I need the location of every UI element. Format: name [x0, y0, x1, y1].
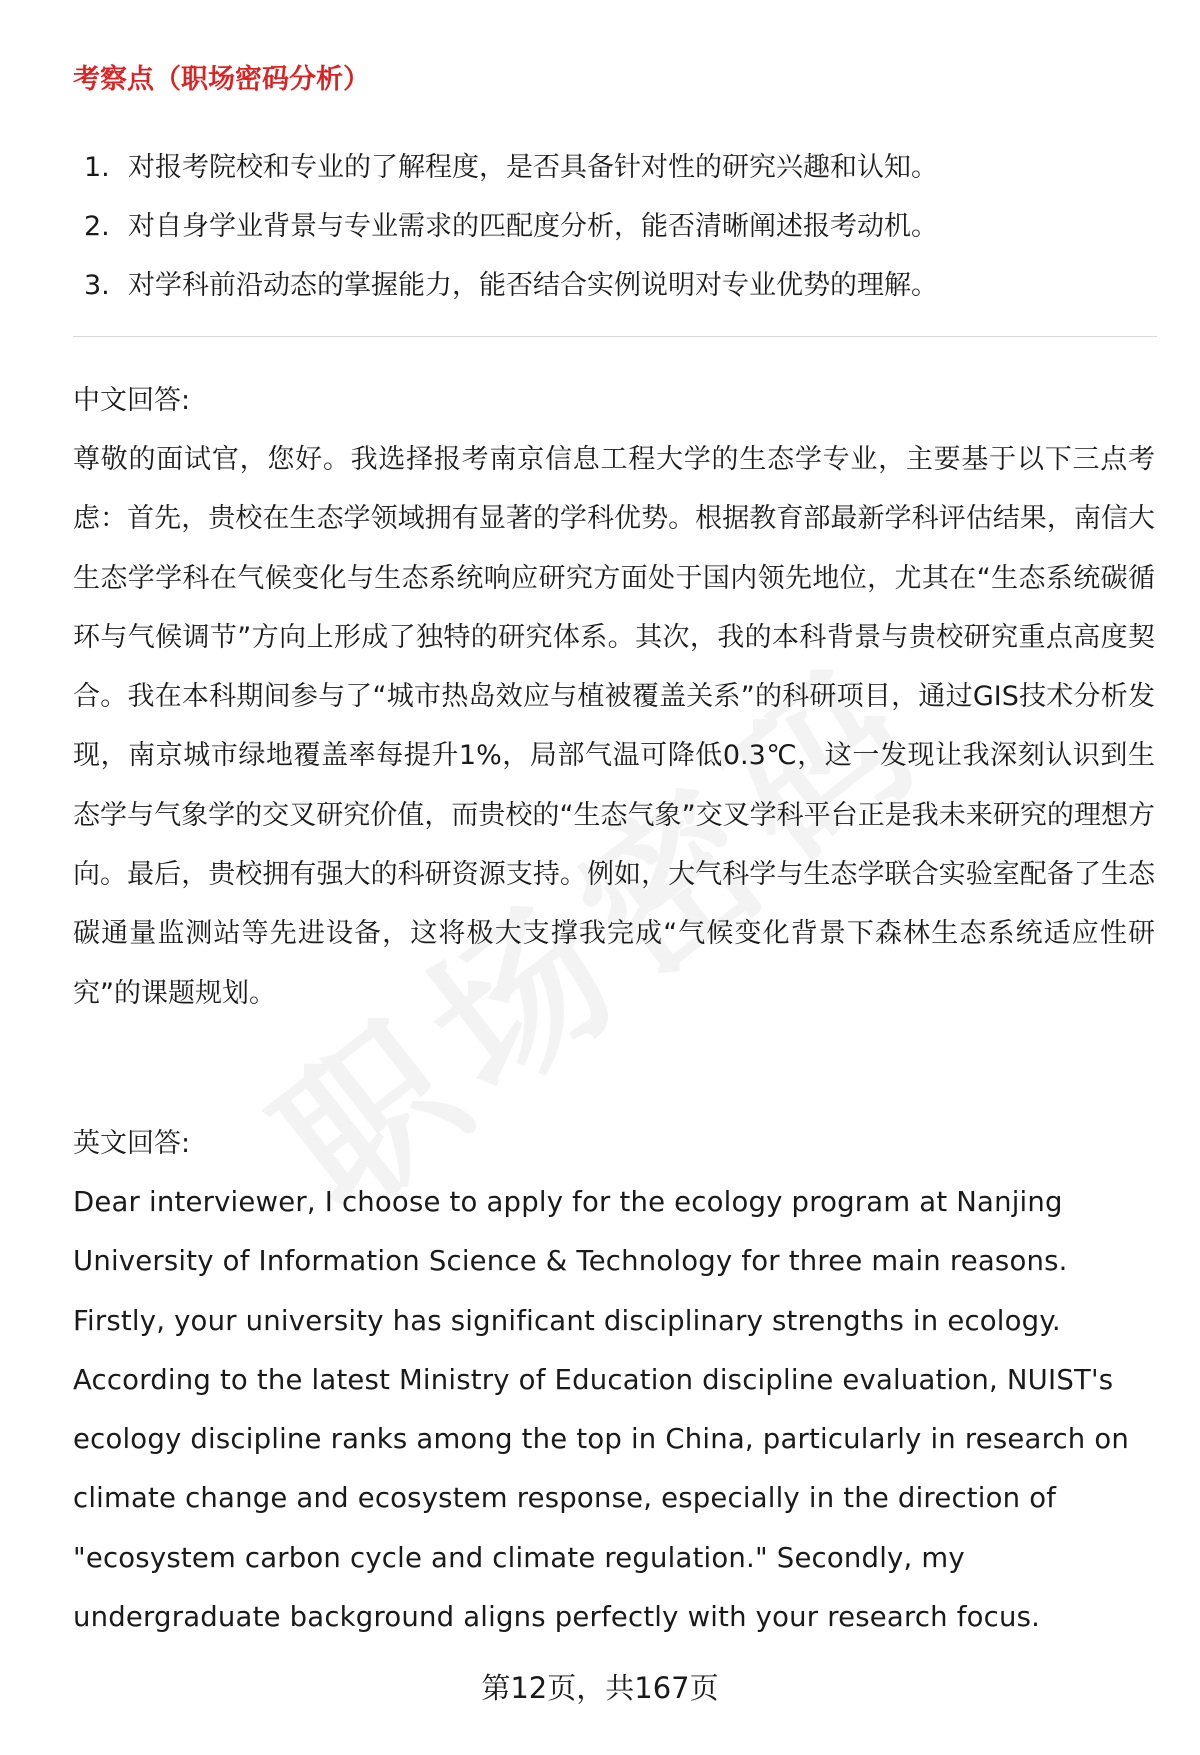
list-item-number: 3.	[84, 270, 110, 301]
list-item-number: 2.	[84, 211, 110, 242]
chinese-answer-label: 中文回答:	[73, 385, 191, 416]
list-item-text: 对学科前沿动态的掌握能力，能否结合实例说明对专业优势的理解。	[128, 270, 938, 301]
list-item	[84, 256, 1144, 315]
list-item-text: 对自身学业背景与专业需求的匹配度分析，能否清晰阐述报考动机。	[128, 211, 938, 242]
english-answer-text: Dear interviewer, I choose to apply for the ecology program at Nanjing University of Information Science & Technology for three main reasons. Firstly, your university has significant disciplinary strengths in ecology. According to the latest Ministry of Education discipline evaluation, NUIST's ecology discipline ranks among the top in China, particularly in research on climate change and ecosystem response, especially in the direction of "ecosystem carbon cycle and climate regulation." Secondly, my undergraduate background aligns perfectly with your research focus.	[73, 1186, 1130, 1634]
english-answer-label: 英文回答:	[73, 1128, 191, 1159]
divider	[73, 336, 1157, 337]
list-item-text: 对报考院校和专业的了解程度，是否具备针对性的研究兴趣和认知。	[128, 152, 938, 183]
list-item	[84, 138, 1144, 197]
assessment-points-list	[84, 138, 1144, 315]
list-item	[84, 197, 1144, 256]
section-title: 考察点（职场密码分析）	[73, 64, 370, 95]
chinese-answer-text: 尊敬的面试官，您好。我选择报考南京信息工程大学的生态学专业，主要基于以下三点考虑：首先，贵校在生态学领域拥有显著的学科优势。根据教育部最新学科评估结果，南信大生态学学科在气候变化与生态系统响应研究方面处于国内领先地位，尤其在“生态系统碳循环与气候调节”方向上形成了独特的研究体系。其次，我的本科背景与贵校研究重点高度契合。我在本科期间参与了“城市热岛效应与植被覆盖关系”的科研项目，通过GIS技术分析发现，南京城市绿地覆盖率每提升1%，局部气温可降低0.3℃，这一发现让我深刻认识到生态学与气象学的交叉研究价值，而贵校的“生态气象”交叉学科平台正是我未来研究的理想方向。最后，贵校拥有强大的科研资源支持。例如，大气科学与生态学联合实验室配备了生态碳通量监测站等先进设备，这将极大支撑我完成“气候变化背景下森林生态系统适应性研究”的课题规划。	[73, 444, 1155, 1009]
list-item-number: 1.	[84, 152, 110, 183]
page-number: 第12页，共167页	[481, 1671, 719, 1705]
